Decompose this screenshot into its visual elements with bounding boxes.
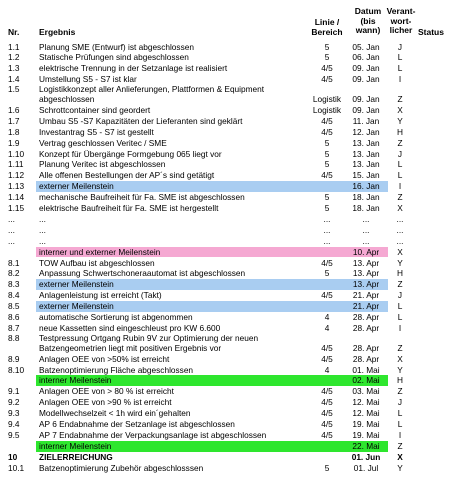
row-datum: 10. Apr: [352, 246, 380, 257]
row-number: ...: [8, 224, 15, 235]
row-verantwortlicher: L: [397, 159, 403, 170]
row-linie: 4/5: [321, 397, 333, 408]
row-ergebnis: Statische Prüfungen sind abgeschlossen: [39, 52, 189, 63]
row-verantwortlicher: X: [397, 203, 403, 213]
table-row: [0, 170, 450, 181]
row-linie: 4/5: [321, 115, 333, 126]
milestone-row: [0, 375, 450, 386]
row-number: 8.9: [8, 353, 20, 364]
row-ergebnis: Modellwechselzeit < 1h wird ein´gehalten: [39, 408, 191, 419]
row-datum: ...: [362, 235, 370, 246]
row-number: ...: [8, 235, 15, 246]
row-linie: 5: [324, 137, 330, 148]
row-linie: 5: [324, 159, 330, 170]
row-datum: 02. Mai: [352, 375, 380, 386]
table-row: [0, 386, 450, 397]
row-verantwortlicher: H: [397, 375, 403, 386]
table-row: [0, 430, 450, 441]
table-row: [0, 214, 450, 225]
row-number: 1.5: [8, 84, 20, 95]
row-linie: 4/5: [321, 408, 333, 419]
row-datum: 28. Apr: [352, 322, 380, 333]
row-linie: ...: [323, 224, 331, 235]
row-datum: 28. Apr: [352, 342, 380, 353]
row-datum: 13. Jan: [352, 148, 380, 159]
milestone-row: [0, 301, 450, 312]
row-linie: 4/5: [321, 170, 333, 181]
table-row: [0, 127, 450, 138]
row-datum: ...: [362, 224, 370, 235]
header-linie: Linie / Bereich: [311, 17, 343, 37]
row-number: 1.6: [8, 104, 20, 115]
row-datum: 09. Jan: [352, 104, 380, 115]
table-row: [0, 268, 450, 279]
row-number: 1.8: [8, 126, 20, 137]
table-row: [0, 236, 450, 247]
row-datum: 22. Mai: [352, 440, 380, 451]
row-ergebnis: ...: [39, 213, 46, 224]
row-ergebnis: Planung SME (Entwurf) ist abgeschlossen: [39, 41, 194, 52]
row-datum: 13. Jan: [352, 159, 380, 170]
header-ergebnis: Ergebnis: [39, 27, 76, 37]
row-linie: Logistik: [312, 104, 342, 115]
row-number: 1.11: [8, 159, 24, 170]
row-datum: 01. Mai: [352, 364, 380, 375]
row-verantwortlicher: H: [397, 268, 403, 279]
row-number: 1.12: [8, 170, 25, 181]
row-number: 1.15: [8, 203, 25, 213]
row-ergebnis: AP 6 Endabnahme der Setzanlage ist abgeschlossen: [39, 419, 235, 429]
row-ergebnis: Batzenoptimierung Zubehör abgeschlosssen: [39, 462, 204, 473]
row-linie: 4/5: [321, 74, 333, 85]
row-datum: 01. Jul: [353, 462, 379, 473]
row-ergebnis: interner und externer Meilenstein: [39, 246, 161, 257]
header-nr: Nr.: [8, 27, 20, 37]
row-verantwortlicher: L: [397, 52, 403, 63]
row-ergebnis: Planung Veritec ist abgeschlossen: [39, 159, 166, 170]
row-datum: 28. Apr: [352, 353, 380, 364]
row-ergebnis: Anlagenleistung ist erreicht (Takt): [39, 290, 162, 301]
table-row: [0, 105, 450, 116]
row-ergebnis-continued: abgeschlossen: [39, 93, 95, 104]
row-ergebnis: Batzenoptimierung Fläche abgeschlossen: [39, 364, 194, 375]
row-linie: 4/5: [321, 126, 333, 137]
row-number: 8.3: [8, 279, 20, 290]
table-row: [0, 258, 450, 269]
row-verantwortlicher: Z: [397, 192, 403, 203]
milestone-row: [0, 441, 450, 452]
table-row: [0, 138, 450, 149]
row-ergebnis: Anpassung Schwertschoneraautomat ist abgeschlossen: [39, 268, 246, 279]
row-ergebnis: Umbau S5 -S7 Kapazitäten der Lieferanten sind geklärt: [39, 115, 243, 126]
row-ergebnis: mechanische Baufreiheit für Fa. SME ist abgeschlossen: [39, 192, 245, 203]
row-verantwortlicher: L: [397, 408, 403, 419]
table-row: [0, 85, 450, 105]
row-number: 9.3: [8, 408, 20, 419]
row-number: 1.4: [8, 74, 20, 85]
row-verantwortlicher: ...: [396, 235, 404, 246]
row-datum: ...: [362, 213, 370, 224]
row-number: 8.6: [8, 312, 20, 322]
row-verantwortlicher: I: [398, 429, 402, 440]
row-number: 9.5: [8, 429, 20, 440]
row-verantwortlicher: J: [397, 397, 403, 408]
table-row: [0, 334, 450, 354]
row-verantwortlicher: ...: [396, 213, 404, 224]
row-verantwortlicher: X: [397, 451, 403, 462]
row-ergebnis: Schrottcontainer sind geordert: [39, 104, 151, 115]
row-number: 1.9: [8, 137, 20, 148]
table-row: [0, 365, 450, 376]
row-linie: ...: [323, 235, 331, 246]
row-verantwortlicher: ...: [396, 224, 404, 235]
row-ergebnis: externer Meilenstein: [39, 301, 114, 312]
row-verantwortlicher: I: [398, 181, 402, 192]
row-linie: 4/5: [321, 290, 333, 301]
table-row: [0, 116, 450, 127]
table-row: [0, 463, 450, 474]
row-datum: 12. Mai: [352, 397, 380, 408]
table-row: [0, 408, 450, 419]
table-row: [0, 203, 450, 214]
row-verantwortlicher: I: [398, 322, 402, 333]
row-number: 8.10: [8, 364, 25, 375]
row-ergebnis: externer Meilenstein: [39, 181, 114, 192]
row-linie: 4/5: [321, 419, 333, 429]
row-linie: 5: [324, 52, 330, 63]
row-linie: 4/5: [321, 353, 333, 364]
header-datum: Datum (bis wann): [354, 6, 382, 36]
table-row: [0, 192, 450, 203]
row-ergebnis: Anlagen OEE von >50% ist erreicht: [39, 353, 170, 364]
row-number: ...: [8, 213, 15, 224]
row-verantwortlicher: Z: [397, 386, 403, 397]
row-datum: 12. Mai: [352, 408, 380, 419]
row-ergebnis: Testpressung Ortgang Rubin 9V zur Optimierung der neuen: [39, 332, 259, 343]
milestone-row: [0, 181, 450, 192]
header-status: Status: [418, 27, 444, 37]
table-row: [0, 159, 450, 170]
row-ergebnis: interner Meilenstein: [39, 440, 112, 451]
row-linie: 4/5: [321, 342, 333, 353]
row-number: 1.14: [8, 192, 25, 203]
table-row: [0, 225, 450, 236]
row-linie: 4: [324, 322, 330, 333]
table-row: [0, 312, 450, 323]
row-verantwortlicher: L: [397, 312, 403, 322]
row-number: 10.1: [8, 462, 25, 473]
row-number: 8.7: [8, 322, 20, 333]
row-ergebnis: Anlagen OEE von >90 % ist erreicht: [39, 397, 172, 408]
row-verantwortlicher: Z: [397, 440, 403, 451]
row-linie: 4/5: [321, 63, 333, 74]
row-number: 9.4: [8, 419, 20, 429]
row-verantwortlicher: Z: [397, 342, 403, 353]
row-datum: 13. Apr: [352, 279, 380, 290]
row-number: 1.13: [8, 181, 25, 192]
row-number: 8.4: [8, 290, 20, 301]
row-ergebnis: AP 7 Endabnahme der Verpackungsanlage ist abgeschlossen: [39, 429, 267, 440]
row-datum: 03. Mai: [352, 386, 380, 397]
row-ergebnis: interner Meilenstein: [39, 375, 112, 386]
row-linie: 4: [324, 364, 330, 375]
milestone-row: [0, 279, 450, 290]
row-number: 1.10: [8, 148, 25, 159]
row-number: 9.2: [8, 397, 20, 408]
row-linie: 5: [324, 203, 330, 213]
row-number: 8.8: [8, 332, 20, 343]
row-datum: 13. Apr: [352, 268, 380, 279]
row-verantwortlicher: J: [397, 41, 403, 52]
row-linie: 4/5: [321, 386, 333, 397]
row-datum: 18. Jan: [352, 203, 380, 213]
table-row: [0, 63, 450, 74]
table-row: [0, 149, 450, 160]
row-ergebnis: elektrische Baufreiheit für Fa. SME ist hergestellt: [39, 203, 219, 213]
row-ergebnis: Logistikkonzept aller Anlieferungen, Plattformen & Equipment: [39, 84, 265, 95]
row-ergebnis: ZIELERREICHUNG: [39, 451, 113, 462]
row-number: 1.7: [8, 115, 20, 126]
row-linie: 5: [324, 41, 330, 52]
row-datum: 15. Jan: [352, 170, 380, 181]
row-datum: 28. Apr: [352, 312, 380, 322]
row-ergebnis: Konzept für Übergänge Formgebung 065 liegt vor: [39, 148, 222, 159]
row-linie: 5: [324, 148, 330, 159]
row-number: 1.2: [8, 52, 20, 63]
row-verantwortlicher: Y: [397, 257, 403, 268]
row-verantwortlicher: Z: [397, 137, 403, 148]
row-verantwortlicher: Y: [397, 364, 403, 375]
row-datum: 19. Mai: [352, 419, 380, 429]
row-datum: 16. Jan: [352, 181, 380, 192]
row-verantwortlicher: I: [398, 74, 402, 85]
row-linie: 4/5: [321, 257, 333, 268]
row-ergebnis: elektrische Trennung in der Setzanlage ist realisiert: [39, 63, 228, 74]
row-datum: 06. Jan: [352, 52, 380, 63]
row-ergebnis-continued: Batzengeometrien liegt mit positiven Ergebnis vor: [39, 342, 222, 353]
row-ergebnis: TOW Aufbau ist abgeschlossen: [39, 257, 155, 268]
row-number: 1.3: [8, 63, 20, 74]
row-datum: 18. Jan: [352, 192, 380, 203]
row-datum: 01. Jun: [351, 451, 381, 462]
table-row: [0, 419, 450, 430]
row-datum: 21. Apr: [352, 301, 380, 312]
row-ergebnis: Umstellung S5 - S7 ist klar: [39, 74, 137, 85]
row-verantwortlicher: Z: [397, 279, 403, 290]
row-verantwortlicher: L: [397, 419, 403, 429]
row-verantwortlicher: Z: [397, 93, 403, 104]
row-datum: 12. Jan: [352, 126, 380, 137]
table-row: [0, 52, 450, 63]
row-linie: 5: [324, 192, 330, 203]
row-number: 10: [8, 451, 18, 462]
table-row: [0, 354, 450, 365]
row-linie: 4/5: [321, 429, 333, 440]
row-ergebnis: ...: [39, 235, 46, 246]
row-datum: 09. Jan: [352, 63, 380, 74]
row-verantwortlicher: L: [397, 170, 403, 181]
header-verantwortlicher: Verant- wort- licher: [386, 6, 416, 36]
row-datum: 09. Jan: [352, 93, 380, 104]
row-linie: Logistik: [312, 93, 342, 104]
table-row: [0, 397, 450, 408]
row-verantwortlicher: X: [397, 104, 403, 115]
row-datum: 11. Jan: [352, 115, 380, 126]
row-verantwortlicher: Y: [397, 115, 403, 126]
row-verantwortlicher: Y: [397, 462, 403, 473]
row-number: 8.1: [8, 257, 20, 268]
row-ergebnis: automatische Sortierung ist abgenommen: [39, 312, 193, 322]
row-verantwortlicher: H: [397, 126, 403, 137]
row-number: 8.2: [8, 268, 20, 279]
row-ergebnis: Investantrag S5 - S7 ist gestellt: [39, 126, 154, 137]
row-ergebnis: ...: [39, 224, 46, 235]
row-verantwortlicher: X: [397, 246, 403, 257]
row-ergebnis: externer Meilenstein: [39, 279, 114, 290]
row-verantwortlicher: J: [397, 290, 403, 301]
row-number: 1.1: [8, 41, 20, 52]
row-datum: 13. Jan: [352, 137, 380, 148]
row-linie: 4: [324, 312, 330, 322]
row-linie: 5: [324, 462, 330, 473]
row-linie: ...: [323, 213, 331, 224]
row-ergebnis: neue Kassetten sind eingeschleust pro KW 6.600: [39, 322, 221, 333]
milestone-row: [0, 247, 450, 258]
table-row: [0, 42, 450, 53]
row-verantwortlicher: L: [397, 63, 403, 74]
row-datum: 21. Apr: [352, 290, 380, 301]
row-datum: 05. Jan: [352, 41, 380, 52]
row-ergebnis: Anlagen OEE von > 80 % ist erreicht: [39, 386, 174, 397]
row-verantwortlicher: L: [397, 301, 403, 312]
row-datum: 19. Mai: [352, 429, 380, 440]
table-row: [0, 290, 450, 301]
row-verantwortlicher: J: [397, 148, 403, 159]
row-verantwortlicher: X: [397, 353, 403, 364]
row-number: 9.1: [8, 386, 20, 397]
row-datum: 13. Apr: [352, 257, 380, 268]
row-ergebnis: Alle offenen Bestellungen der AP´s sind getätigt: [39, 170, 215, 181]
row-ergebnis: Vertrag geschlossen Veritec / SME: [39, 137, 167, 148]
row-linie: 5: [324, 268, 330, 279]
row-number: 8.5: [8, 301, 20, 312]
table-row: [0, 452, 450, 463]
row-datum: 09. Jan: [352, 74, 380, 85]
